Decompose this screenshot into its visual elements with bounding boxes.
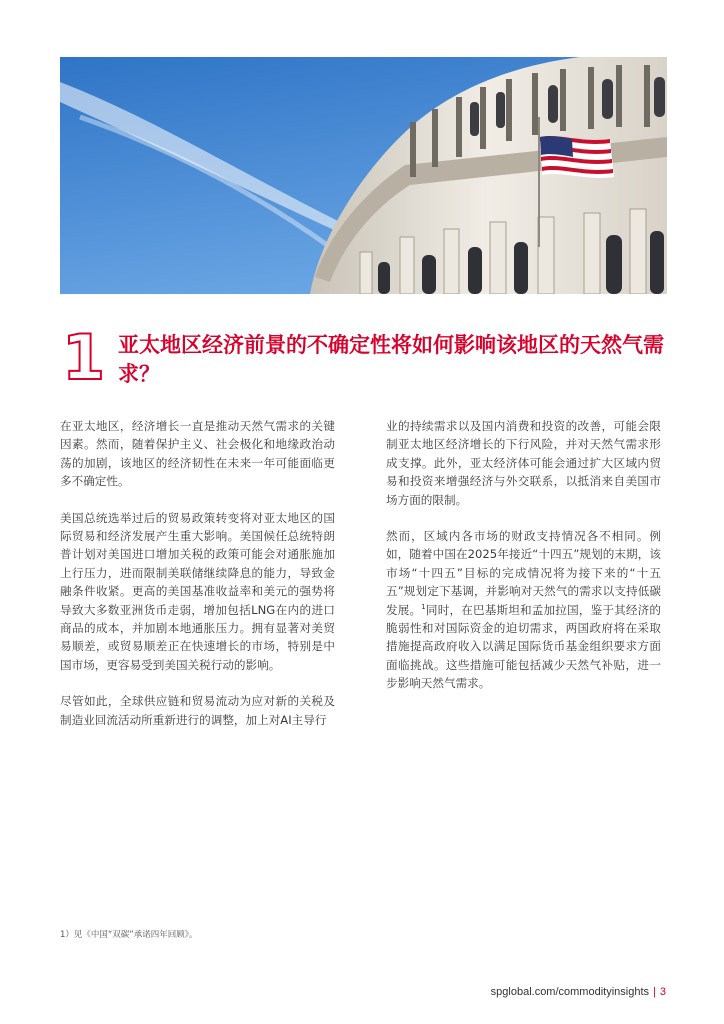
page-footer xyxy=(491,986,666,998)
footer-separator: | xyxy=(653,986,656,998)
paragraph-text: 然而，区域内各市场的财政支持情况各不相同。例如，随着中国在2025年接近“十四五”规划的末期，该市场“十四五”目标的完成情况将为接下来的“十五五”规划定下基调，并影响对天然气的需求以支持低碳发展。 xyxy=(386,529,661,617)
section-number: 1 xyxy=(62,321,106,394)
page-number: 3 xyxy=(659,986,666,998)
paragraph xyxy=(386,527,661,693)
left-column xyxy=(60,417,335,747)
paragraph-text: 同时，在巴基斯坦和孟加拉国，鉴于其经济的脆弱性和对国际资金的迫切需求，两国政府将在采取措施提高政府收入以满足国际货币基金组织要求方面面临挑战。这些措施可能包括减少天然气补贴，进一步影响天然气需求。 xyxy=(386,602,661,691)
section-title: 亚太地区经济前景的不确定性将如何影响该地区的天然气需求？ xyxy=(118,333,664,386)
paragraph: 在亚太地区，经济增长一直是推动天然气需求的关键因素。然而，随着保护主义、社会极化和地缘政治动荡的加剧，该地区的经济韧性在未来一年可能面临更多不确定性。 xyxy=(60,419,335,489)
footer-url[interactable]: spglobal.com/commodityinsights xyxy=(490,986,650,998)
hero-image xyxy=(60,57,667,294)
paragraph: 业的持续需求以及国内消费和投资的改善，可能会限制亚太地区经济增长的下行风险，并对天然气需求形成支撑。此外，亚太经济体可能会通过扩大区域内贸易和投资来增强经济与外交联系，以抵消来自美国市场方面的限制。 xyxy=(386,419,661,507)
footnote-reference[interactable]: 1 xyxy=(421,602,426,611)
right-column xyxy=(386,417,661,711)
paragraph: 尽管如此，全球供应链和贸易流动为应对新的关税及制造业回流活动所重新进行的调整，加上对AI主导行 xyxy=(60,694,335,727)
paragraph: 美国总统选举过后的贸易政策转变将对亚太地区的国际贸易和经济发展产生重大影响。美国候任总统特朗普计划对美国进口增加关税的政策可能会对通胀施加上行压力，进而限制美联储继续降息的能力，导致金融条件收紧。更高的美国基准收益率和美元的强势将导致大多数亚洲货币走弱，增加包括LNG在内的进口商品的成本，并加剧本地通胀压力。拥有显著对美贸易顺差，或贸易顺差正在快速增长的市场，特别是中国市场，更容易受到美国关税行动的影响。 xyxy=(60,510,335,672)
footnote: 1）见《中国“双碳”承诺四年回顾》。 xyxy=(60,930,198,940)
